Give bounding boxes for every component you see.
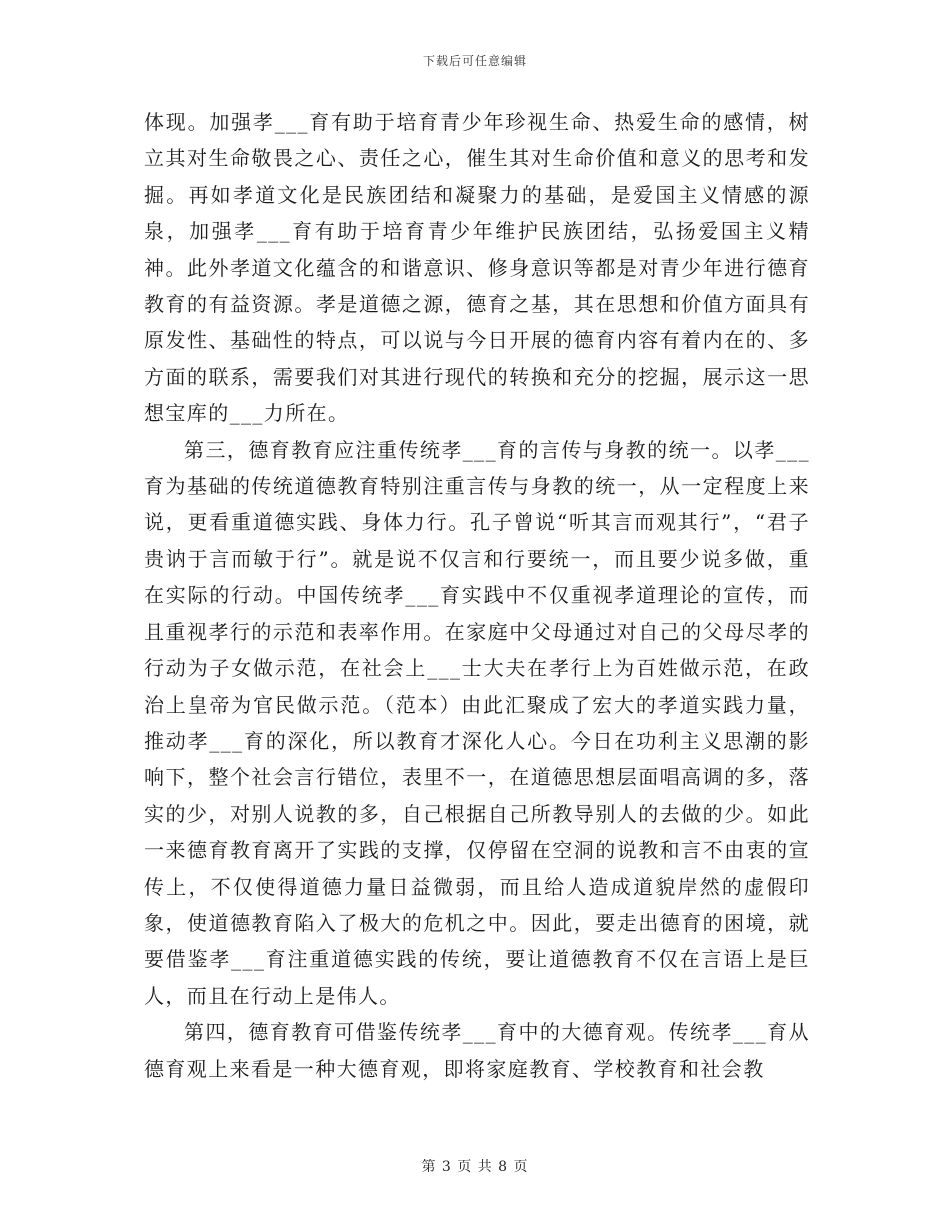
paragraph-2: 第三，德育教育应注重传统孝___育的言传与身教的统一。以孝___育为基础的传统道德教育特别注重言传与身教的统一，从一定程度上来说，更看重道德实践、身体力行。孔子曾说“听其言而观其行”，“君子贵讷于言而敏于行”。就是说不仅言和行要统一，而且要少说多做，重在实际的行动。中国传统孝___育实践中不仅重视孝道理论的宣传，而且重视孝行的示范和表率作用。在家庭中父母通过对自己的父母尽孝的行动为子女做示范，在社会上___士大夫在孝行上为百姓做示范，在政治上皇帝为官民做示范。（范本）由此汇聚成了宏大的孝道实践力量，推动孝___育的深化，所以教育才深化人心。今日在功利主义思潮的影响下，整个社会言行错位，表里不一，在道德思想层面唱高调的多，落实的少，对别人说教的多，自己根据自己所教导别人的去做的少。如此一来德育教育离开了实践的支撑，仅停留在空洞的说教和言不由衷的宣传上，不仅使得道德力量日益微弱，而且给人造成道貌岸然的虚假印象，使道德教育陷入了极大的危机之中。因此，要走出德育的困境，就要借鉴孝___育注重道德实践的传统，要让道德教育不仅在言语上是巨人，而且在行动上是伟人。 (144, 437, 810, 1008)
paragraph-1: 体现。加强孝___育有助于培育青少年珍视生命、热爱生命的感情，树立其对生命敬畏之心、责任之心，催生其对生命价值和意义的思考和发掘。再如孝道文化是民族团结和凝聚力的基础，是爱国主义情感的源泉，加强孝___育有助于培育青少年维护民族团结，弘扬爱国主义精神。此外孝道文化蕴含的和谐意识、修身意识等都是对青少年进行德育教育的有益资源。孝是道德之源，德育之基，其在思想和价值方面具有原发性、基础性的特点，可以说与今日开展的德育内容有着内在的、多方面的联系，需要我们对其进行现代的转换和充分的挖掘，展示这一思想宝库的___力所在。 (144, 110, 810, 426)
page-footer: 第 3 页 共 8 页 (421, 1159, 529, 1175)
document-body (144, 104, 810, 1087)
page-header: 下载后可任意编辑 (422, 54, 527, 68)
paragraph-3: 第四，德育教育可借鉴传统孝___育中的大德育观。传统孝___育从德育观上来看是一种大德育观，即将家庭教育、学校教育和社会教 (144, 1020, 810, 1081)
